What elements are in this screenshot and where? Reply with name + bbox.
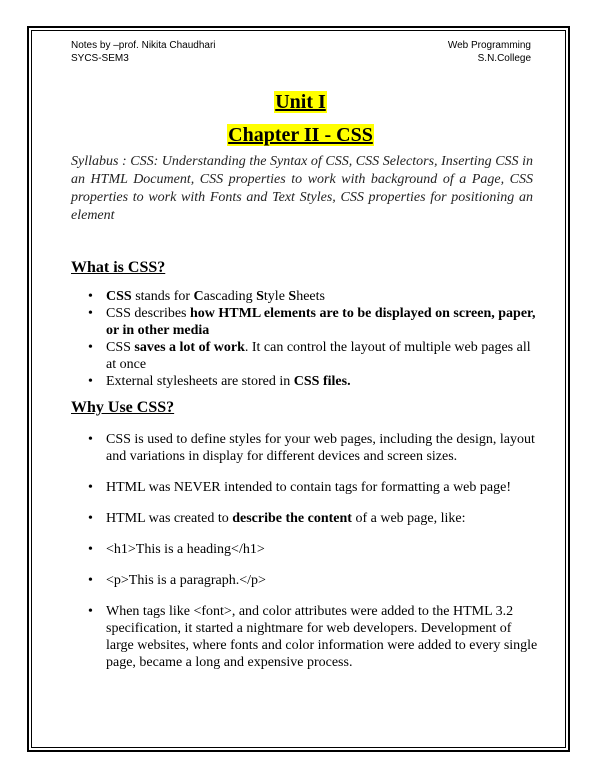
header-left <box>71 39 216 65</box>
why-use-css-heading: Why Use CSS? <box>71 399 175 416</box>
list-item: • CSS is used to define styles for your web pages, including the design, layout and variations in display for different devices and screen sizes. <box>88 431 538 465</box>
syllabus-text: Syllabus : CSS: Understanding the Syntax of CSS, CSS Selectors, Inserting CSS in an HTML Document, CSS properties to work with background of a Page, CSS properties to work with Fonts and Text Styles, CSS properties for positioning an element <box>71 154 533 223</box>
what-is-css-list <box>88 288 538 390</box>
header-subject: Web Programming <box>447 40 531 51</box>
header-author: Notes by –prof. Nikita Chaudhari <box>71 40 216 51</box>
list-item: • CSS saves a lot of work. It can control the layout of multiple web pages all at once <box>88 339 538 373</box>
list-item: • External stylesheets are stored in CSS files. <box>88 373 538 390</box>
list-item: • <h1>This is a heading</h1> <box>88 541 538 558</box>
list-item: • When tags like <font>, and color attributes were added to the HTML 3.2 specification, it started a nightmare for web developers. Development of large websites, where fonts and color information were added to every single page, became a long and expensive process. <box>88 603 538 671</box>
chapter-title: Chapter II - CSS <box>228 124 373 146</box>
list-item: • CSS describes how HTML elements are to be displayed on screen, paper, or in other media <box>88 305 538 339</box>
list-item: • HTML was created to describe the content of a web page, like: <box>88 510 538 527</box>
header-college: S.N.College <box>477 53 531 64</box>
why-use-css-list <box>88 431 538 685</box>
header-right <box>448 39 531 65</box>
list-item: • CSS stands for Cascading Style Sheets <box>88 288 538 305</box>
what-is-css-heading: What is CSS? <box>71 259 166 276</box>
list-item: • <p>This is a paragraph.</p> <box>88 572 538 589</box>
unit-title: Unit I <box>275 91 326 113</box>
list-item: • HTML was NEVER intended to contain tags for formatting a web page! <box>88 479 538 496</box>
header-semester: SYCS-SEM3 <box>71 53 129 64</box>
